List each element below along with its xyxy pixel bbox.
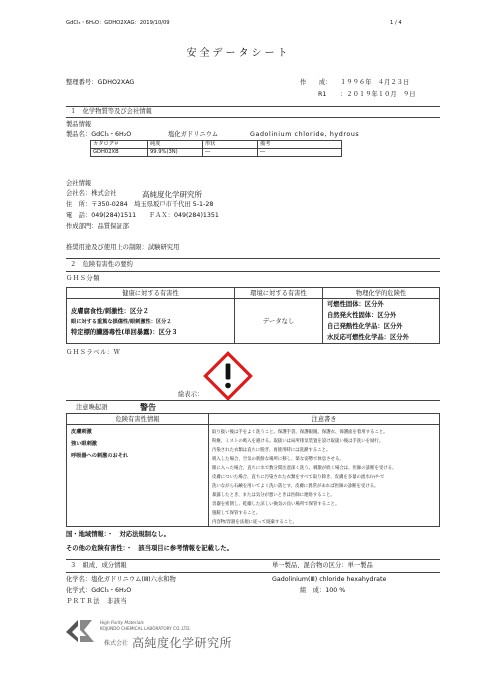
remarks-header: 備考	[258, 141, 342, 149]
phys-hazard-item: 可燃性固体：区分外	[327, 301, 384, 308]
health-hazard-item: 特定標的臓器毒性(単回暴露)：区分３	[71, 329, 178, 336]
section-2-heading: ２ 危険有害性の要約	[70, 261, 133, 268]
catalog-header: カタログ＃	[91, 141, 148, 149]
company-name: 高純度化学研究所	[142, 190, 202, 199]
form-header: 形状	[203, 141, 258, 149]
hazard-info-cell	[66, 424, 209, 527]
section-1-heading: １ 化学物質等及び会社情報	[70, 108, 152, 115]
created-date: １９９６年 ４月２３日	[340, 79, 410, 86]
precaution-line: 取り扱い後は手をよく洗うこと。保護手袋、保護眼鏡、保護衣、保護面を着用すること。	[212, 430, 388, 435]
table-row	[91, 141, 342, 149]
chemical-name-en: Gadolinium(Ⅲ) chloride hexahydrate	[272, 576, 387, 583]
section-3-heading: ３ 組成、成分情報	[70, 562, 127, 569]
precaution-line: 暴露したとき、または気分が悪いときは医師に連絡すること。	[212, 493, 335, 498]
phys-hazard-item: 自己発熱性化学品：区分外	[327, 323, 403, 330]
form-value: ―	[203, 149, 258, 157]
ghs-env-header-label: 環境に対する有害性	[250, 290, 307, 297]
regional-regulation: 国・地域情報：・ 対応法規制なし。	[66, 531, 170, 538]
section-divider	[66, 271, 440, 272]
precaution-line: 洗いながら石鹸を用いてよく洗い落とす。皮膚に異常があれば医師の診断を受ける。	[212, 484, 379, 489]
remarks-value: ―	[258, 149, 342, 157]
hazard-statement: 皮膚刺激	[71, 429, 92, 435]
ghs-phys-cell	[322, 298, 440, 344]
single-product-class: 単一製品、混合物の区分：単一製品	[272, 562, 373, 569]
table-row	[91, 149, 342, 157]
created-label: 作 成：	[300, 79, 332, 86]
precaution-header: 注意書き	[311, 416, 337, 423]
signal-word-label: 注意喚起語	[76, 404, 108, 411]
section-divider	[66, 258, 440, 259]
ghs-health-cell	[66, 298, 235, 344]
prtr-status: ＰＲＴＲ法 非該当	[66, 598, 128, 605]
ghs-label: ＧＨＳラベル：Ｗ	[66, 349, 121, 356]
section-divider	[66, 106, 440, 107]
purity-value: 99.9%(3N)	[148, 149, 203, 157]
precaution-line: 汚染された衣類は直ちに脱ぎ、再使用時には洗濯すること。	[212, 448, 331, 453]
logo-kabushiki: 株式会社	[104, 640, 129, 647]
phys-hazard-item: 水反応可燃性化学品：区分外	[327, 334, 409, 341]
product-name-en: Gadolinium chloride, hydrous	[250, 131, 360, 138]
composition: 組 成：100 %	[300, 587, 346, 594]
document-title: 安全データシート	[186, 48, 291, 59]
company-logo-icon	[64, 618, 96, 644]
precaution-line: 容器を密閉し、乾燥した涼しい換気の良い場所で保管すること。	[212, 502, 340, 507]
product-name-label: 製品名：GdCl₃・6H₂O	[66, 131, 132, 138]
product-info-label: 製品情報	[66, 121, 92, 128]
hazard-statement: 強い眼刺激	[71, 441, 97, 447]
phys-hazard-item: 自然発火性固体：区分外	[327, 312, 397, 319]
section-divider	[66, 400, 440, 401]
signal-word: 警告	[140, 403, 156, 412]
product-name-jp: 塩化ガドリニウム	[168, 131, 219, 138]
section-divider	[66, 559, 440, 560]
precaution-statements	[212, 428, 396, 527]
ghs-classification-label: ＧＨＳ分類	[66, 275, 100, 282]
logo-company-name: 高純度化学研究所	[132, 636, 233, 650]
chemical-formula: 化学式：GdCl₃・6H₂O	[66, 587, 132, 594]
logo-tagline: High Purity Materials	[100, 620, 144, 625]
exclamation-mark-pictogram-icon	[202, 350, 254, 402]
precaution-line: 吸入した場合、空気の新鮮な場所に移し、楽な姿勢で休息させる。	[212, 457, 344, 462]
ghs-env-cell	[234, 298, 323, 344]
section-divider	[66, 572, 440, 573]
revision-label: R1	[318, 91, 327, 98]
ghs-health-header-label: 健康に対する有害性	[122, 290, 179, 297]
company-address: 住 所：〒350-0284 埼玉県坂戸市千代田 5-1-28	[66, 201, 214, 208]
hazard-statement: 呼吸器への刺激のおそれ	[71, 453, 129, 459]
pictogram-label: 絵表示：	[178, 391, 204, 398]
precaution-line: 内容物/容器を法規に従って廃棄すること。	[212, 520, 297, 525]
health-hazard-item: 眼に対する重篤な損傷性/眼刺激性：区分２	[71, 319, 172, 325]
catalog-number: GDH02XB	[91, 149, 148, 157]
department: 作成部門：品質保証部	[66, 223, 129, 230]
page-number: 1 / 4	[390, 20, 402, 26]
precaution-cell	[208, 424, 440, 527]
other-hazards: その他の危険有害性：・ 該当項目に参考情報を記載した。	[66, 545, 233, 552]
document-reference: GdCl₃・6H₂O：GDHO2XAG：2019/10/09	[66, 20, 170, 26]
precaution-line: 眼に入った場合、直ちに水で数分間注意深く洗う。刺激が続く場合は、医師の診断を受ける。	[212, 466, 397, 471]
management-number: 整理番号：GDHO2XAG	[66, 79, 135, 86]
catalog-table	[90, 140, 342, 157]
company-label: 会社名：株式会社	[66, 190, 117, 197]
purity-header: 純度	[148, 141, 203, 149]
precaution-line: 粉塵、ミストの吸入を避ける。取扱いは局所排気装置を設け取扱い後は手洗いを励行。	[212, 439, 384, 444]
ghs-phys-header-label: 物理化学的危険性	[355, 290, 407, 297]
precaution-line: 施錠して保管すること。	[212, 511, 261, 516]
company-info-label: 会社情報	[66, 180, 92, 187]
health-hazard-item: 皮膚腐食性/刺激性：区分２	[71, 308, 149, 315]
env-hazard-item: データなし	[262, 318, 295, 325]
logo-english-name: KOJUNDO CHEMICAL LABORATORY CO.,LTD.	[100, 626, 191, 631]
revision-date: ：２０１９年１０月 ９日	[340, 91, 416, 98]
company-phone: 電 話：049(284)1511 ＦＡＸ：049(284)1351	[66, 212, 219, 219]
hazard-info-header: 危険有害性情報	[115, 416, 160, 423]
precaution-line: 皮膚についた場合、直ちに汚染された衣類をすべて取り除き、皮膚を多量の流水/ｼｬﾜｰで	[212, 475, 385, 480]
recommended-use: 推奨用途及び使用上の制限：試験研究用	[66, 244, 180, 251]
chemical-name-jp: 化学名：塩化ガドリニウム(Ⅲ)六水和物	[66, 576, 176, 583]
section-divider	[66, 117, 440, 118]
